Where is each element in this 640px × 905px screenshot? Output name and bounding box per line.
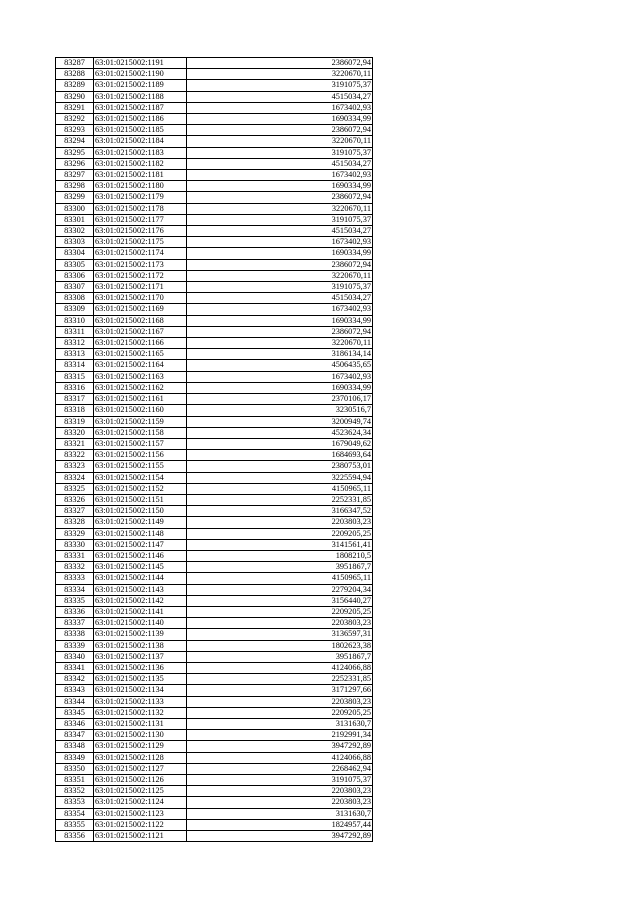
cadastral-number-cell: 63:01:0215002:1156 <box>94 450 187 461</box>
table-row <box>56 326 373 337</box>
table-row <box>56 606 373 617</box>
table-row <box>56 136 373 147</box>
row-number-cell: 83329 <box>56 528 94 539</box>
table-row <box>56 618 373 629</box>
row-number-cell: 83332 <box>56 562 94 573</box>
cadastral-number-cell: 63:01:0215002:1132 <box>94 707 187 718</box>
table-row <box>56 438 373 449</box>
cadastral-value-cell: 2203803,23 <box>187 517 373 528</box>
row-number-cell: 83301 <box>56 214 94 225</box>
row-number-cell: 83323 <box>56 461 94 472</box>
cadastral-number-cell: 63:01:0215002:1180 <box>94 181 187 192</box>
table-row <box>56 237 373 248</box>
cadastral-number-cell: 63:01:0215002:1133 <box>94 696 187 707</box>
row-number-cell: 83295 <box>56 147 94 158</box>
row-number-cell: 83320 <box>56 427 94 438</box>
table-row <box>56 831 373 842</box>
table-row <box>56 360 373 371</box>
row-number-cell: 83310 <box>56 315 94 326</box>
row-number-cell: 83287 <box>56 58 94 69</box>
table-row <box>56 506 373 517</box>
row-number-cell: 83338 <box>56 629 94 640</box>
cadastral-value-cell: 2209205,25 <box>187 707 373 718</box>
cadastral-number-cell: 63:01:0215002:1139 <box>94 629 187 640</box>
table-row <box>56 472 373 483</box>
row-number-cell: 83324 <box>56 472 94 483</box>
cadastral-value-cell: 2252331,85 <box>187 494 373 505</box>
table-row <box>56 248 373 259</box>
cadastral-number-cell: 63:01:0215002:1151 <box>94 494 187 505</box>
cadastral-value-cell: 3191075,37 <box>187 80 373 91</box>
row-number-cell: 83345 <box>56 707 94 718</box>
table-row <box>56 517 373 528</box>
row-number-cell: 83289 <box>56 80 94 91</box>
cadastral-number-cell: 63:01:0215002:1123 <box>94 808 187 819</box>
table-row <box>56 528 373 539</box>
cadastral-number-cell: 63:01:0215002:1152 <box>94 483 187 494</box>
row-number-cell: 83351 <box>56 775 94 786</box>
table-row <box>56 203 373 214</box>
table-row <box>56 640 373 651</box>
row-number-cell: 83309 <box>56 304 94 315</box>
table-row <box>56 494 373 505</box>
cadastral-value-cell: 1679049,62 <box>187 438 373 449</box>
cadastral-number-cell: 63:01:0215002:1159 <box>94 416 187 427</box>
table-row <box>56 102 373 113</box>
cadastral-number-cell: 63:01:0215002:1127 <box>94 763 187 774</box>
cadastral-value-cell: 4150965,11 <box>187 573 373 584</box>
cadastral-value-cell: 2209205,25 <box>187 606 373 617</box>
cadastral-number-cell: 63:01:0215002:1124 <box>94 797 187 808</box>
row-number-cell: 83352 <box>56 786 94 797</box>
cadastral-value-cell: 3951867,7 <box>187 651 373 662</box>
cadastral-number-cell: 63:01:0215002:1142 <box>94 595 187 606</box>
cadastral-number-cell: 63:01:0215002:1122 <box>94 819 187 830</box>
row-number-cell: 83306 <box>56 270 94 281</box>
table-row <box>56 304 373 315</box>
cadastral-value-cell: 4124066,88 <box>187 752 373 763</box>
table-row <box>56 282 373 293</box>
row-number-cell: 83350 <box>56 763 94 774</box>
row-number-cell: 83294 <box>56 136 94 147</box>
row-number-cell: 83348 <box>56 741 94 752</box>
row-number-cell: 83342 <box>56 674 94 685</box>
row-number-cell: 83334 <box>56 584 94 595</box>
cadastral-value-cell: 4515034,27 <box>187 226 373 237</box>
table-row <box>56 562 373 573</box>
row-number-cell: 83330 <box>56 539 94 550</box>
cadastral-number-cell: 63:01:0215002:1170 <box>94 293 187 304</box>
cadastral-number-cell: 63:01:0215002:1136 <box>94 662 187 673</box>
cadastral-number-cell: 63:01:0215002:1167 <box>94 326 187 337</box>
table-row <box>56 125 373 136</box>
row-number-cell: 83326 <box>56 494 94 505</box>
table-body <box>56 58 373 842</box>
cadastral-number-cell: 63:01:0215002:1165 <box>94 349 187 360</box>
cadastral-number-cell: 63:01:0215002:1174 <box>94 248 187 259</box>
table-row <box>56 427 373 438</box>
row-number-cell: 83328 <box>56 517 94 528</box>
cadastral-number-cell: 63:01:0215002:1143 <box>94 584 187 595</box>
row-number-cell: 83327 <box>56 506 94 517</box>
cadastral-number-cell: 63:01:0215002:1146 <box>94 550 187 561</box>
cadastral-number-cell: 63:01:0215002:1175 <box>94 237 187 248</box>
table-row <box>56 170 373 181</box>
table-row <box>56 696 373 707</box>
row-number-cell: 83299 <box>56 192 94 203</box>
cadastral-number-cell: 63:01:0215002:1137 <box>94 651 187 662</box>
table-row <box>56 819 373 830</box>
cadastral-value-cell: 2252331,85 <box>187 674 373 685</box>
row-number-cell: 83336 <box>56 606 94 617</box>
table-row <box>56 685 373 696</box>
cadastral-value-cell: 3156440,27 <box>187 595 373 606</box>
cadastral-value-cell: 3191075,37 <box>187 214 373 225</box>
table-row <box>56 730 373 741</box>
cadastral-value-table <box>55 57 373 842</box>
table-row <box>56 797 373 808</box>
row-number-cell: 83305 <box>56 259 94 270</box>
cadastral-value-cell: 1684693,64 <box>187 450 373 461</box>
cadastral-value-cell: 1690334,99 <box>187 114 373 125</box>
table-row <box>56 539 373 550</box>
cadastral-value-cell: 4523624,34 <box>187 427 373 438</box>
cadastral-number-cell: 63:01:0215002:1162 <box>94 382 187 393</box>
row-number-cell: 83304 <box>56 248 94 259</box>
cadastral-value-cell: 1824957,44 <box>187 819 373 830</box>
cadastral-number-cell: 63:01:0215002:1184 <box>94 136 187 147</box>
cadastral-value-cell: 3131630,7 <box>187 808 373 819</box>
cadastral-number-cell: 63:01:0215002:1128 <box>94 752 187 763</box>
cadastral-number-cell: 63:01:0215002:1191 <box>94 58 187 69</box>
table-row <box>56 450 373 461</box>
cadastral-value-cell: 3136597,31 <box>187 629 373 640</box>
table-row <box>56 91 373 102</box>
row-number-cell: 83314 <box>56 360 94 371</box>
row-number-cell: 83303 <box>56 237 94 248</box>
table-row <box>56 158 373 169</box>
cadastral-number-cell: 63:01:0215002:1160 <box>94 405 187 416</box>
cadastral-value-cell: 4515034,27 <box>187 293 373 304</box>
row-number-cell: 83297 <box>56 170 94 181</box>
row-number-cell: 83339 <box>56 640 94 651</box>
cadastral-number-cell: 63:01:0215002:1190 <box>94 69 187 80</box>
table-row <box>56 382 373 393</box>
cadastral-value-cell: 3220670,11 <box>187 338 373 349</box>
cadastral-value-cell: 2192991,34 <box>187 730 373 741</box>
cadastral-number-cell: 63:01:0215002:1178 <box>94 203 187 214</box>
cadastral-value-cell: 3230516,7 <box>187 405 373 416</box>
row-number-cell: 83291 <box>56 102 94 113</box>
row-number-cell: 83298 <box>56 181 94 192</box>
row-number-cell: 83355 <box>56 819 94 830</box>
row-number-cell: 83346 <box>56 718 94 729</box>
cadastral-value-cell: 2209205,25 <box>187 528 373 539</box>
cadastral-value-cell: 1673402,93 <box>187 237 373 248</box>
cadastral-number-cell: 63:01:0215002:1169 <box>94 304 187 315</box>
cadastral-number-cell: 63:01:0215002:1154 <box>94 472 187 483</box>
cadastral-number-cell: 63:01:0215002:1149 <box>94 517 187 528</box>
cadastral-number-cell: 63:01:0215002:1187 <box>94 102 187 113</box>
table-row <box>56 595 373 606</box>
cadastral-value-cell: 2279204,34 <box>187 584 373 595</box>
cadastral-value-cell: 2203803,23 <box>187 618 373 629</box>
row-number-cell: 83331 <box>56 550 94 561</box>
row-number-cell: 83349 <box>56 752 94 763</box>
table-row <box>56 786 373 797</box>
table-row <box>56 573 373 584</box>
cadastral-value-cell: 1690334,99 <box>187 315 373 326</box>
row-number-cell: 83302 <box>56 226 94 237</box>
table-row <box>56 349 373 360</box>
table-row <box>56 461 373 472</box>
cadastral-number-cell: 63:01:0215002:1126 <box>94 775 187 786</box>
table-row <box>56 69 373 80</box>
cadastral-value-cell: 2386072,94 <box>187 58 373 69</box>
cadastral-number-cell: 63:01:0215002:1148 <box>94 528 187 539</box>
row-number-cell: 83315 <box>56 371 94 382</box>
cadastral-value-cell: 2203803,23 <box>187 786 373 797</box>
row-number-cell: 83307 <box>56 282 94 293</box>
row-number-cell: 83337 <box>56 618 94 629</box>
cadastral-value-cell: 2386072,94 <box>187 259 373 270</box>
cadastral-number-cell: 63:01:0215002:1158 <box>94 427 187 438</box>
cadastral-value-cell: 1690334,99 <box>187 382 373 393</box>
cadastral-value-cell: 3947292,89 <box>187 831 373 842</box>
table-row <box>56 629 373 640</box>
cadastral-value-cell: 3220670,11 <box>187 203 373 214</box>
table-row <box>56 775 373 786</box>
cadastral-number-cell: 63:01:0215002:1138 <box>94 640 187 651</box>
cadastral-value-cell: 2386072,94 <box>187 125 373 136</box>
row-number-cell: 83321 <box>56 438 94 449</box>
cadastral-value-cell: 3200949,74 <box>187 416 373 427</box>
cadastral-value-cell: 1673402,93 <box>187 102 373 113</box>
cadastral-number-cell: 63:01:0215002:1161 <box>94 394 187 405</box>
table-row <box>56 181 373 192</box>
cadastral-value-cell: 2386072,94 <box>187 192 373 203</box>
row-number-cell: 83313 <box>56 349 94 360</box>
table-row <box>56 741 373 752</box>
cadastral-value-cell: 2203803,23 <box>187 696 373 707</box>
row-number-cell: 83293 <box>56 125 94 136</box>
cadastral-value-cell: 3171297,66 <box>187 685 373 696</box>
table-row <box>56 147 373 158</box>
cadastral-value-cell: 2386072,94 <box>187 326 373 337</box>
cadastral-number-cell: 63:01:0215002:1129 <box>94 741 187 752</box>
row-number-cell: 83308 <box>56 293 94 304</box>
table-row <box>56 662 373 673</box>
table-row <box>56 192 373 203</box>
table-row <box>56 270 373 281</box>
cadastral-value-cell: 3947292,89 <box>187 741 373 752</box>
cadastral-number-cell: 63:01:0215002:1163 <box>94 371 187 382</box>
cadastral-number-cell: 63:01:0215002:1171 <box>94 282 187 293</box>
cadastral-value-cell: 3131630,7 <box>187 718 373 729</box>
cadastral-number-cell: 63:01:0215002:1125 <box>94 786 187 797</box>
row-number-cell: 83317 <box>56 394 94 405</box>
cadastral-number-cell: 63:01:0215002:1181 <box>94 170 187 181</box>
table-row <box>56 752 373 763</box>
table-row <box>56 483 373 494</box>
table-row <box>56 416 373 427</box>
cadastral-value-cell: 3186134,14 <box>187 349 373 360</box>
cadastral-number-cell: 63:01:0215002:1188 <box>94 91 187 102</box>
cadastral-number-cell: 63:01:0215002:1164 <box>94 360 187 371</box>
cadastral-number-cell: 63:01:0215002:1173 <box>94 259 187 270</box>
row-number-cell: 83343 <box>56 685 94 696</box>
row-number-cell: 83316 <box>56 382 94 393</box>
cadastral-value-cell: 4515034,27 <box>187 158 373 169</box>
cadastral-number-cell: 63:01:0215002:1179 <box>94 192 187 203</box>
cadastral-value-cell: 2370106,17 <box>187 394 373 405</box>
row-number-cell: 83344 <box>56 696 94 707</box>
cadastral-value-cell: 1802623,38 <box>187 640 373 651</box>
table-row <box>56 293 373 304</box>
row-number-cell: 83319 <box>56 416 94 427</box>
row-number-cell: 83288 <box>56 69 94 80</box>
table-row <box>56 718 373 729</box>
cadastral-value-cell: 3220670,11 <box>187 69 373 80</box>
cadastral-number-cell: 63:01:0215002:1145 <box>94 562 187 573</box>
row-number-cell: 83311 <box>56 326 94 337</box>
cadastral-number-cell: 63:01:0215002:1141 <box>94 606 187 617</box>
cadastral-value-cell: 3225594,94 <box>187 472 373 483</box>
table-row <box>56 394 373 405</box>
cadastral-value-cell: 1673402,93 <box>187 170 373 181</box>
cadastral-value-cell: 4150965,11 <box>187 483 373 494</box>
cadastral-value-cell: 1673402,93 <box>187 371 373 382</box>
row-number-cell: 83354 <box>56 808 94 819</box>
table-row <box>56 114 373 125</box>
row-number-cell: 83322 <box>56 450 94 461</box>
table-row <box>56 338 373 349</box>
cadastral-number-cell: 63:01:0215002:1130 <box>94 730 187 741</box>
cadastral-value-cell: 4515034,27 <box>187 91 373 102</box>
cadastral-number-cell: 63:01:0215002:1147 <box>94 539 187 550</box>
table-row <box>56 58 373 69</box>
table-row <box>56 259 373 270</box>
cadastral-number-cell: 63:01:0215002:1168 <box>94 315 187 326</box>
cadastral-value-cell: 3191075,37 <box>187 147 373 158</box>
cadastral-value-cell: 1808210,5 <box>187 550 373 561</box>
row-number-cell: 83340 <box>56 651 94 662</box>
table-row <box>56 214 373 225</box>
cadastral-number-cell: 63:01:0215002:1134 <box>94 685 187 696</box>
row-number-cell: 83292 <box>56 114 94 125</box>
table-row <box>56 550 373 561</box>
table-row <box>56 226 373 237</box>
cadastral-number-cell: 63:01:0215002:1166 <box>94 338 187 349</box>
cadastral-value-cell: 3191075,37 <box>187 775 373 786</box>
table-row <box>56 584 373 595</box>
cadastral-value-cell: 3220670,11 <box>187 270 373 281</box>
cadastral-number-cell: 63:01:0215002:1185 <box>94 125 187 136</box>
row-number-cell: 83347 <box>56 730 94 741</box>
cadastral-value-cell: 4124066,88 <box>187 662 373 673</box>
table-row <box>56 371 373 382</box>
cadastral-number-cell: 63:01:0215002:1121 <box>94 831 187 842</box>
cadastral-number-cell: 63:01:0215002:1186 <box>94 114 187 125</box>
table-row <box>56 707 373 718</box>
cadastral-value-cell: 1690334,99 <box>187 248 373 259</box>
row-number-cell: 83300 <box>56 203 94 214</box>
table-row <box>56 651 373 662</box>
row-number-cell: 83312 <box>56 338 94 349</box>
table-row <box>56 674 373 685</box>
cadastral-number-cell: 63:01:0215002:1150 <box>94 506 187 517</box>
row-number-cell: 83335 <box>56 595 94 606</box>
cadastral-number-cell: 63:01:0215002:1144 <box>94 573 187 584</box>
row-number-cell: 83325 <box>56 483 94 494</box>
cadastral-value-cell: 4506435,65 <box>187 360 373 371</box>
row-number-cell: 83333 <box>56 573 94 584</box>
row-number-cell: 83353 <box>56 797 94 808</box>
row-number-cell: 83318 <box>56 405 94 416</box>
cadastral-number-cell: 63:01:0215002:1172 <box>94 270 187 281</box>
cadastral-number-cell: 63:01:0215002:1157 <box>94 438 187 449</box>
cadastral-value-cell: 1690334,99 <box>187 181 373 192</box>
table-row <box>56 315 373 326</box>
cadastral-value-cell: 3220670,11 <box>187 136 373 147</box>
cadastral-value-cell: 3141561,41 <box>187 539 373 550</box>
cadastral-value-cell: 3951867,7 <box>187 562 373 573</box>
cadastral-value-cell: 2203803,23 <box>187 797 373 808</box>
table-row <box>56 808 373 819</box>
cadastral-number-cell: 63:01:0215002:1177 <box>94 214 187 225</box>
table-row <box>56 405 373 416</box>
cadastral-value-cell: 3166347,52 <box>187 506 373 517</box>
table-row <box>56 763 373 774</box>
cadastral-value-cell: 2380753,01 <box>187 461 373 472</box>
row-number-cell: 83296 <box>56 158 94 169</box>
cadastral-value-cell: 1673402,93 <box>187 304 373 315</box>
cadastral-number-cell: 63:01:0215002:1135 <box>94 674 187 685</box>
cadastral-number-cell: 63:01:0215002:1189 <box>94 80 187 91</box>
cadastral-number-cell: 63:01:0215002:1131 <box>94 718 187 729</box>
cadastral-number-cell: 63:01:0215002:1183 <box>94 147 187 158</box>
cadastral-number-cell: 63:01:0215002:1155 <box>94 461 187 472</box>
cadastral-value-cell: 2268462,94 <box>187 763 373 774</box>
cadastral-number-cell: 63:01:0215002:1182 <box>94 158 187 169</box>
row-number-cell: 83290 <box>56 91 94 102</box>
cadastral-value-cell: 3191075,37 <box>187 282 373 293</box>
row-number-cell: 83341 <box>56 662 94 673</box>
row-number-cell: 83356 <box>56 831 94 842</box>
table-row <box>56 80 373 91</box>
cadastral-number-cell: 63:01:0215002:1176 <box>94 226 187 237</box>
cadastral-number-cell: 63:01:0215002:1140 <box>94 618 187 629</box>
